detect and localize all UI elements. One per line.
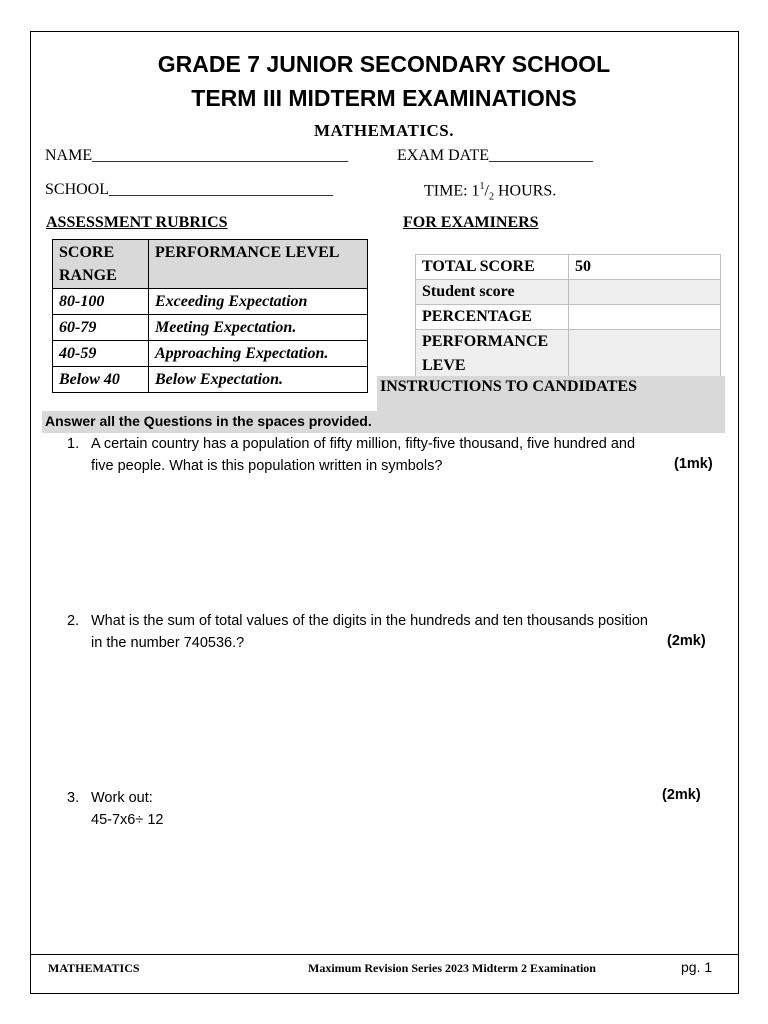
rubrics-header-row (53, 240, 368, 289)
name-field: NAME________________________________ (45, 147, 349, 164)
time-fraction-slash: / (484, 182, 489, 200)
examiners-table (415, 254, 721, 379)
performance-level-label: PERFORMANCE LEVE (416, 330, 569, 379)
question-text: in the number 740536.? (91, 635, 245, 651)
answer-all-instruction: Answer all the Questions in the spaces provided. (45, 413, 372, 429)
time-prefix: TIME: 1 (424, 182, 480, 200)
footer-series: Maximum Revision Series 2023 Midterm 2 Examination (308, 961, 596, 975)
rubric-range: 80-100 (53, 289, 149, 315)
school-field: SCHOOL____________________________ (45, 181, 334, 198)
question-text: Work out: (91, 790, 153, 806)
exam-date-field: EXAM DATE_____________ (397, 147, 593, 164)
page-border (30, 31, 739, 994)
instructions-title: INSTRUCTIONS TO CANDIDATES (380, 378, 637, 395)
rubric-level: Approaching Expectation. (149, 341, 368, 367)
rubrics-heading: ASSESSMENT RUBRICS (46, 214, 228, 231)
examiner-row (416, 280, 721, 305)
rubric-range: 60-79 (53, 315, 149, 341)
question-marks: (2mk) (662, 787, 701, 803)
time-suffix: HOURS. (494, 182, 557, 200)
score-range-header: SCORE RANGE (53, 240, 149, 289)
rubric-level: Exceeding Expectation (149, 289, 368, 315)
rubric-level: Below Expectation. (149, 367, 368, 393)
performance-level-header: PERFORMANCE LEVEL (149, 240, 368, 289)
question-text: 45-7x6÷ 12 (91, 812, 164, 828)
page-number: pg. 1 (681, 959, 713, 975)
examiner-row (416, 255, 721, 280)
question-number: 1. (67, 436, 80, 452)
rubric-row (53, 367, 368, 393)
question-marks: (1mk) (674, 456, 713, 472)
question-number: 2. (67, 613, 80, 629)
time-fraction-numerator: 1 (479, 181, 485, 192)
percentage-label: PERCENTAGE (416, 305, 569, 330)
student-score-label: Student score (416, 280, 569, 305)
rubric-row (53, 315, 368, 341)
exam-title-line2: TERM III MIDTERM EXAMINATIONS (191, 85, 577, 111)
examiner-row (416, 305, 721, 330)
time-field (424, 181, 556, 203)
rubrics-table (52, 239, 368, 393)
question-text: five people. What is this population written in symbols? (91, 458, 443, 474)
student-score-value[interactable] (569, 280, 721, 305)
footer-divider (31, 954, 739, 955)
subject-title: MATHEMATICS. (314, 121, 454, 140)
rubric-level: Meeting Expectation. (149, 315, 368, 341)
question-text: What is the sum of total values of the digits in the hundreds and ten thousands position (91, 613, 648, 629)
footer-subject: MATHEMATICS (48, 961, 140, 975)
examiner-row (416, 330, 721, 379)
rubric-row (53, 289, 368, 315)
time-fraction-denominator: 2 (489, 191, 494, 203)
rubric-range: 40-59 (53, 341, 149, 367)
rubric-range: Below 40 (53, 367, 149, 393)
question-text: A certain country has a population of fifty million, fifty-five thousand, five hundred and (91, 436, 636, 452)
question-number: 3. (67, 790, 80, 806)
examiners-heading: FOR EXAMINERS (403, 214, 539, 231)
exam-title-line1: GRADE 7 JUNIOR SECONDARY SCHOOL (157, 51, 611, 77)
total-score-label: TOTAL SCORE (416, 255, 569, 280)
performance-level-value[interactable] (569, 330, 721, 379)
rubric-row (53, 341, 368, 367)
percentage-value[interactable] (569, 305, 721, 330)
question-marks: (2mk) (667, 633, 706, 649)
total-score-value: 50 (569, 255, 721, 280)
